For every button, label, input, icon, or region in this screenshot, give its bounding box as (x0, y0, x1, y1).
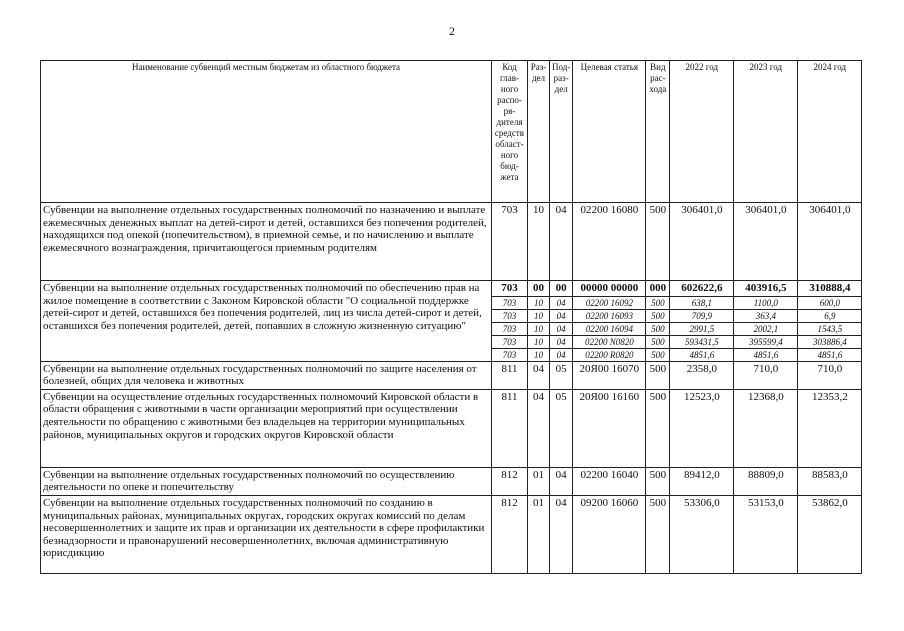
subrow-razdel: 10 (528, 322, 550, 335)
subrow-vid: 500 (646, 296, 670, 309)
subrow-celevaya: 02200 16094 (573, 322, 646, 335)
subrow-kod: 703 (492, 335, 528, 348)
subrow-podrazdel: 04 (550, 296, 573, 309)
row-2024: 306401,0 (798, 203, 862, 281)
row-2022: 89412,0 (670, 467, 734, 495)
row-2022: 53306,0 (670, 495, 734, 573)
subrow-vid: 500 (646, 348, 670, 361)
row-vid: 500 (646, 467, 670, 495)
table-row (41, 281, 862, 297)
row-razdel: 00 (528, 281, 550, 297)
subrow-kod: 703 (492, 322, 528, 335)
subrow-2023: 1100,0 (734, 296, 798, 309)
subrow-2024: 600,0 (798, 296, 862, 309)
row-2023: 12368,0 (734, 389, 798, 467)
row-vid: 500 (646, 495, 670, 573)
subrow-podrazdel: 04 (550, 348, 573, 361)
row-name: Субвенции на выполнение отдельных государственных полномочий по защите населения от болезней, общих для человека и животных (41, 361, 492, 389)
subrow-2022: 2991,5 (670, 322, 734, 335)
row-2022: 602622,6 (670, 281, 734, 297)
row-razdel: 04 (528, 361, 550, 389)
row-kod: 811 (492, 389, 528, 467)
row-2024: 710,0 (798, 361, 862, 389)
row-2023: 403916,5 (734, 281, 798, 297)
row-2022: 12523,0 (670, 389, 734, 467)
subrow-celevaya: 02200 R0820 (573, 348, 646, 361)
row-razdel: 04 (528, 389, 550, 467)
row-name: Субвенции на выполнение отдельных государственных полномочий по созданию в муниципальных районах, муниципальных округах, городских округах комиссий по делам несовершеннолетних и защите их прав и организации их деятельности в сфере профилактики безнадзорности и правонарушений несовершеннолетних, включая административную юрисдикцию (41, 495, 492, 573)
subrow-kod: 703 (492, 348, 528, 361)
subrow-2022: 4851,6 (670, 348, 734, 361)
row-2024: 12353,2 (798, 389, 862, 467)
subrow-podrazdel: 04 (550, 322, 573, 335)
table-header-row (41, 61, 862, 203)
subventions-table (40, 60, 862, 574)
subrow-celevaya: 02200 16093 (573, 309, 646, 322)
header-celevaya: Целевая статья (573, 61, 646, 203)
header-2024: 2024 год (798, 61, 862, 203)
subrow-podrazdel: 04 (550, 309, 573, 322)
row-2023: 53153,0 (734, 495, 798, 573)
subrow-2022: 593431,5 (670, 335, 734, 348)
row-celevaya: 20Я00 16160 (573, 389, 646, 467)
row-2024: 53862,0 (798, 495, 862, 573)
row-podrazdel: 04 (550, 467, 573, 495)
subrow-2022: 638,1 (670, 296, 734, 309)
row-2023: 710,0 (734, 361, 798, 389)
subrow-kod: 703 (492, 296, 528, 309)
row-razdel: 01 (528, 467, 550, 495)
header-kod: Код глав- ного распо- ря- дителя средств област- ного бюд- жета (492, 61, 528, 203)
subrow-razdel: 10 (528, 335, 550, 348)
subrow-razdel: 10 (528, 296, 550, 309)
header-razdel: Раз- дел (528, 61, 550, 203)
row-name: Субвенции на выполнение отдельных государственных полномочий по назначению и выплате ежемесячных денежных выплат на детей-сирот и детей, оставшихся без попечения родителей, находящихся под опекой (попечительством), в приемной семье, и по начислению и выплате ежемесячного вознаграждения, причитающегося приемным родителям (41, 203, 492, 281)
header-podrazdel: Под- раз- дел (550, 61, 573, 203)
row-kod: 811 (492, 361, 528, 389)
table-row (41, 467, 862, 495)
row-podrazdel: 00 (550, 281, 573, 297)
row-kod: 703 (492, 281, 528, 297)
table-row (41, 495, 862, 573)
row-podrazdel: 04 (550, 203, 573, 281)
row-razdel: 10 (528, 203, 550, 281)
row-celevaya: 09200 16060 (573, 495, 646, 573)
subrow-razdel: 10 (528, 348, 550, 361)
subrow-vid: 500 (646, 322, 670, 335)
row-kod: 703 (492, 203, 528, 281)
table-row (41, 389, 862, 467)
row-vid: 500 (646, 389, 670, 467)
subrow-2022: 709,9 (670, 309, 734, 322)
page-number: 2 (449, 24, 455, 38)
row-2022: 306401,0 (670, 203, 734, 281)
table-row (41, 361, 862, 389)
subrow-2023: 2002,1 (734, 322, 798, 335)
row-name: Субвенции на осуществление отдельных государственных полномочий Кировской области в области обращения с животными в части организации мероприятий при осуществлении деятельности по обращению с животными без владельцев на территории муниципальных районов, муниципальных округов и городских округов Кировской области (41, 389, 492, 467)
header-vid: Вид рас- хода (646, 61, 670, 203)
row-2023: 88809,0 (734, 467, 798, 495)
row-2022: 2358,0 (670, 361, 734, 389)
header-2022: 2022 год (670, 61, 734, 203)
row-podrazdel: 05 (550, 389, 573, 467)
subrow-celevaya: 02200 16092 (573, 296, 646, 309)
subrow-2023: 395599,4 (734, 335, 798, 348)
row-kod: 812 (492, 467, 528, 495)
row-podrazdel: 04 (550, 495, 573, 573)
row-vid: 000 (646, 281, 670, 297)
row-celevaya: 02200 16080 (573, 203, 646, 281)
subrow-2023: 363,4 (734, 309, 798, 322)
row-celevaya: 02200 16040 (573, 467, 646, 495)
row-podrazdel: 05 (550, 361, 573, 389)
row-kod: 812 (492, 495, 528, 573)
subrow-2024: 303886,4 (798, 335, 862, 348)
row-razdel: 01 (528, 495, 550, 573)
row-name: Субвенции на выполнение отдельных государственных полномочий по осуществлению деятельности по опеке и попечительству (41, 467, 492, 495)
subrow-celevaya: 02200 N0820 (573, 335, 646, 348)
header-2023: 2023 год (734, 61, 798, 203)
subrow-2024: 6,9 (798, 309, 862, 322)
subrow-razdel: 10 (528, 309, 550, 322)
row-celevaya: 00000 00000 (573, 281, 646, 297)
row-celevaya: 20Я00 16070 (573, 361, 646, 389)
row-vid: 500 (646, 203, 670, 281)
header-name: Наименование субвенций местным бюджетам из областного бюджета (41, 61, 492, 203)
table-row (41, 203, 862, 281)
subrow-vid: 500 (646, 309, 670, 322)
subrow-2024: 1543,5 (798, 322, 862, 335)
subrow-vid: 500 (646, 335, 670, 348)
subrow-kod: 703 (492, 309, 528, 322)
subrow-2023: 4851,6 (734, 348, 798, 361)
row-2024: 310888,4 (798, 281, 862, 297)
subrow-podrazdel: 04 (550, 335, 573, 348)
row-name: Субвенции на выполнение отдельных государственных полномочий по обеспечению прав на жилое помещение в соответствии с Законом Кировской области "О социальной поддержке детей-сирот и детей, оставшихся без попечения родителей, лиц из числа детей-сирот и детей, оставшихся без попечения родителей, детей, попавших в сложную жизненную ситуацию" (41, 281, 492, 362)
row-vid: 500 (646, 361, 670, 389)
row-2024: 88583,0 (798, 467, 862, 495)
row-2023: 306401,0 (734, 203, 798, 281)
subrow-2024: 4851,6 (798, 348, 862, 361)
